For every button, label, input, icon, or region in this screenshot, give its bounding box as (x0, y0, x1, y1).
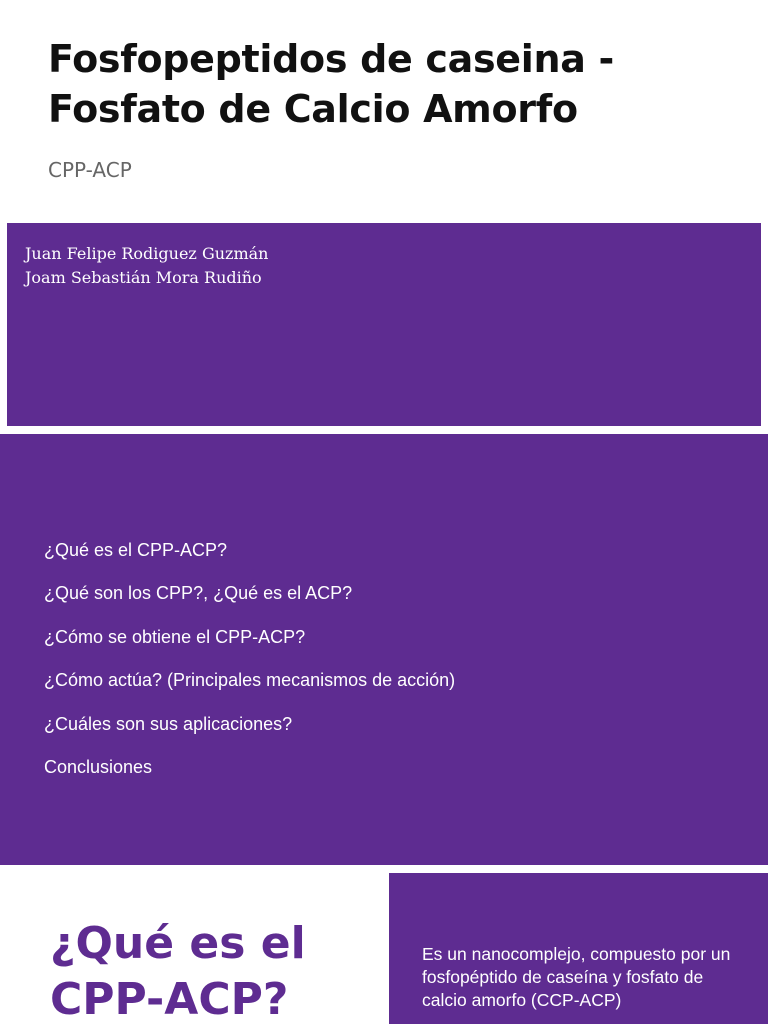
question-heading: ¿Qué es el CPP-ACP? (50, 918, 306, 1024)
title-slide (0, 0, 768, 428)
agenda-item: ¿Cómo actúa? (Principales mecanismos de acción) (44, 670, 456, 691)
agenda-item: ¿Qué son los CPP?, ¿Qué es el ACP? (44, 583, 353, 604)
answer-text: Es un nanocomplejo, compuesto por un fosfopéptido de caseína y fosfato de calcio amorfo (CCP-ACP) (422, 944, 731, 1010)
authors-box (7, 223, 761, 426)
author-name: Joam Sebastián Mora Rudiño (25, 268, 262, 287)
author-name: Juan Felipe Rodiguez Guzmán (25, 244, 269, 263)
presentation-subtitle: CPP-ACP (48, 158, 132, 182)
presentation-title: Fosfopeptidos de caseina - Fosfato de Calcio Amorfo (48, 37, 614, 131)
agenda-list (44, 539, 455, 799)
agenda-item: ¿Qué es el CPP-ACP? (44, 540, 228, 560)
agenda-item: Conclusiones (44, 756, 153, 777)
agenda-item: ¿Cómo se obtiene el CPP-ACP? (44, 626, 306, 647)
agenda-slide (0, 434, 768, 865)
agenda-item: ¿Cuáles son sus aplicaciones? (44, 713, 293, 734)
answer-box (389, 873, 768, 1024)
question-slide (0, 870, 768, 1024)
